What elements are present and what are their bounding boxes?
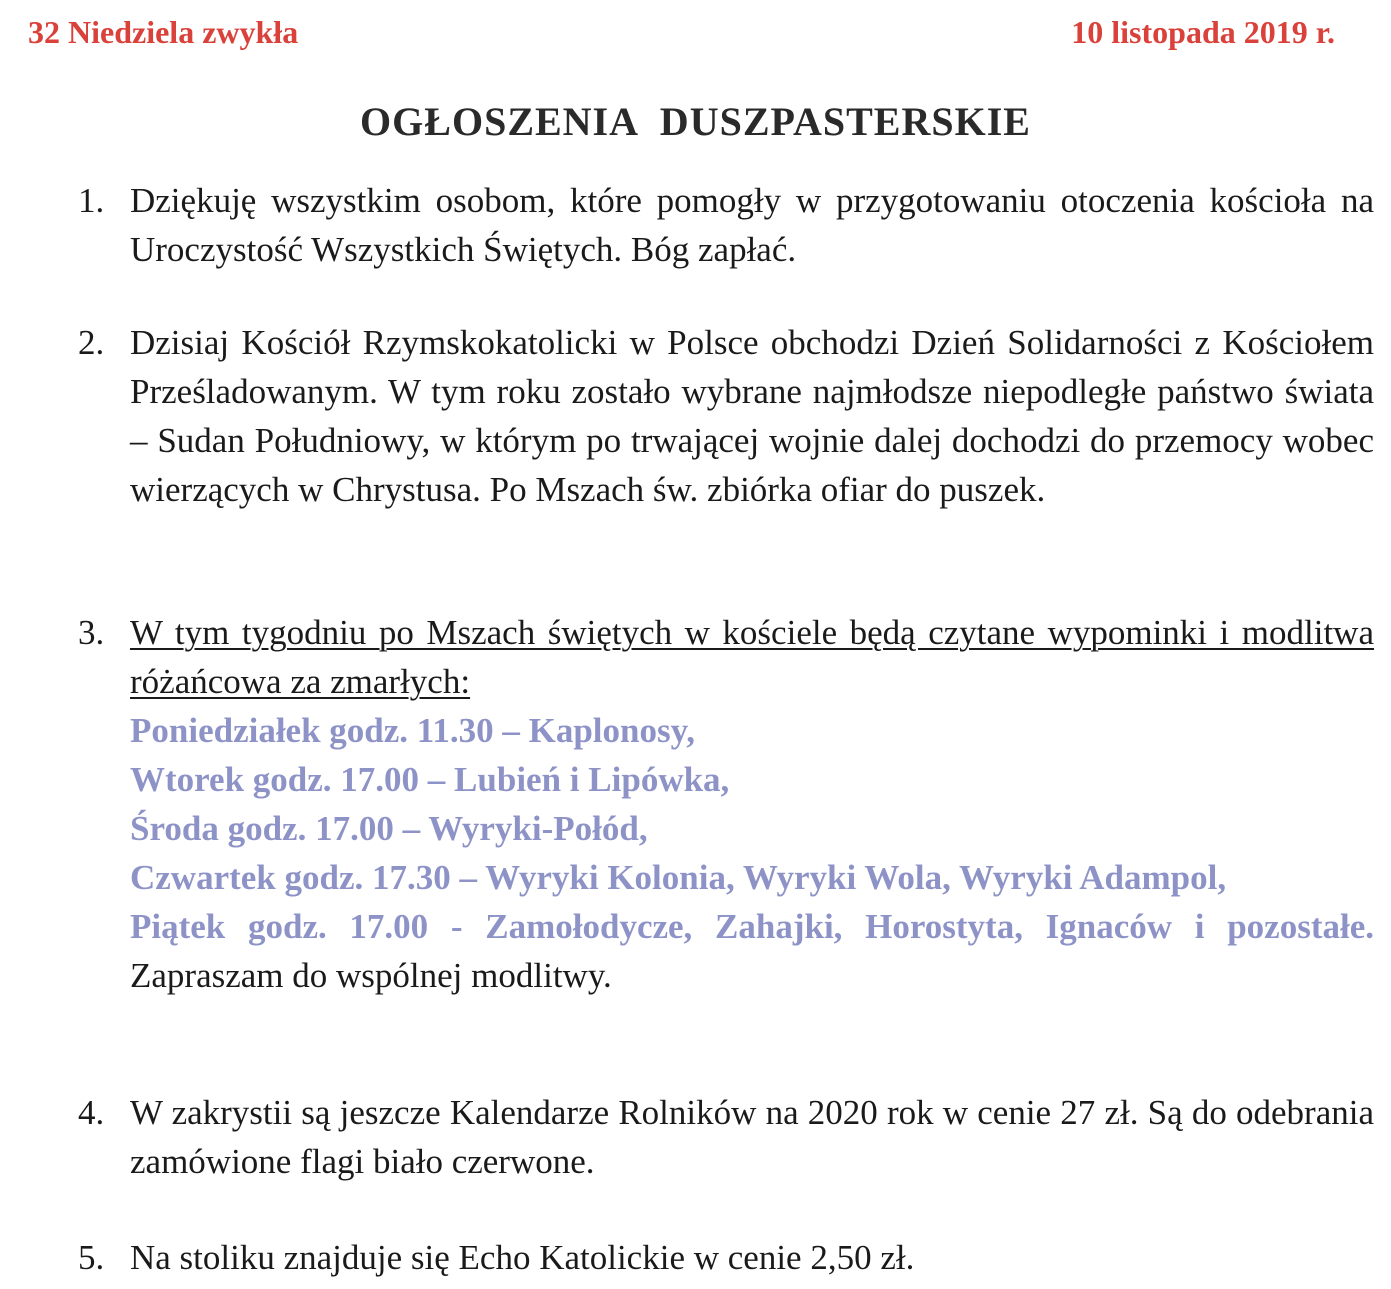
announcement-item-5 — [78, 1233, 1374, 1282]
item-text: Na stoliku znajduje się Echo Katolickie w cenie 2,50 zł. — [130, 1238, 915, 1277]
item-number: 4. — [78, 1093, 105, 1132]
announcement-item-1 — [78, 176, 1374, 274]
item-text: Dziękuję wszystkim osobom, które pomogły w przygotowaniu otoczenia kościoła na Uroczystość Wszystkich Świętych. Bóg zapłać. — [130, 181, 1374, 269]
item-text: W zakrystii są jeszcze Kalendarze Rolników na 2020 rok w cenie 27 zł. Są do odebrania zamówione flagi biało czerwone. — [130, 1093, 1374, 1181]
schedule-line-wednesday: Środa godz. 17.00 – Wyryki-Połód, — [130, 809, 648, 848]
schedule-line-friday: Piątek godz. 17.00 - Zamołodycze, Zahajki, Horostyta, Ignaców i pozostałe. — [130, 907, 1374, 946]
item-intro: W tym tygodniu po Mszach świętych w kościele będą czytane wypominki i modlitwa różańcowa za zmarłych: — [130, 613, 1374, 701]
schedule-line-thursday: Czwartek godz. 17.30 – Wyryki Kolonia, Wyryki Wola, Wyryki Adampol, — [130, 858, 1227, 897]
item-number: 1. — [78, 181, 105, 220]
page-title: OGŁOSZENIA DUSZPASTERSKIE — [360, 99, 1031, 144]
schedule-line-monday: Poniedziałek godz. 11.30 – Kaplonosy, — [130, 711, 695, 750]
item-text: Dzisiaj Kościół Rzymskokatolicki w Polsce obchodzi Dzień Solidarności z Kościołem Prześladowanym. W tym roku zostało wybrane najmłodsze niepodległe państwo świata – Sudan Południowy, w którym po trwającej wojnie dalej dochodzi do przemocy wobec wierzących w Chrystusa. Po Mszach św. zbiórka ofiar do puszek. — [130, 323, 1374, 509]
liturgical-sunday: 32 Niedziela zwykła — [28, 14, 299, 50]
announcement-item-3 — [78, 608, 1374, 1000]
announcement-item-4 — [78, 1088, 1374, 1186]
item-number: 3. — [78, 613, 105, 652]
schedule-line-tuesday: Wtorek godz. 17.00 – Lubień i Lipówka, — [130, 760, 730, 799]
header-date: 10 listopada 2019 r. — [1071, 14, 1335, 50]
item-outro: Zapraszam do wspólnej modlitwy. — [130, 956, 612, 995]
page-header — [28, 14, 1335, 58]
item-number: 5. — [78, 1238, 105, 1277]
item-number: 2. — [78, 323, 105, 362]
item-text — [130, 608, 1374, 1000]
announcement-item-2 — [78, 318, 1374, 514]
